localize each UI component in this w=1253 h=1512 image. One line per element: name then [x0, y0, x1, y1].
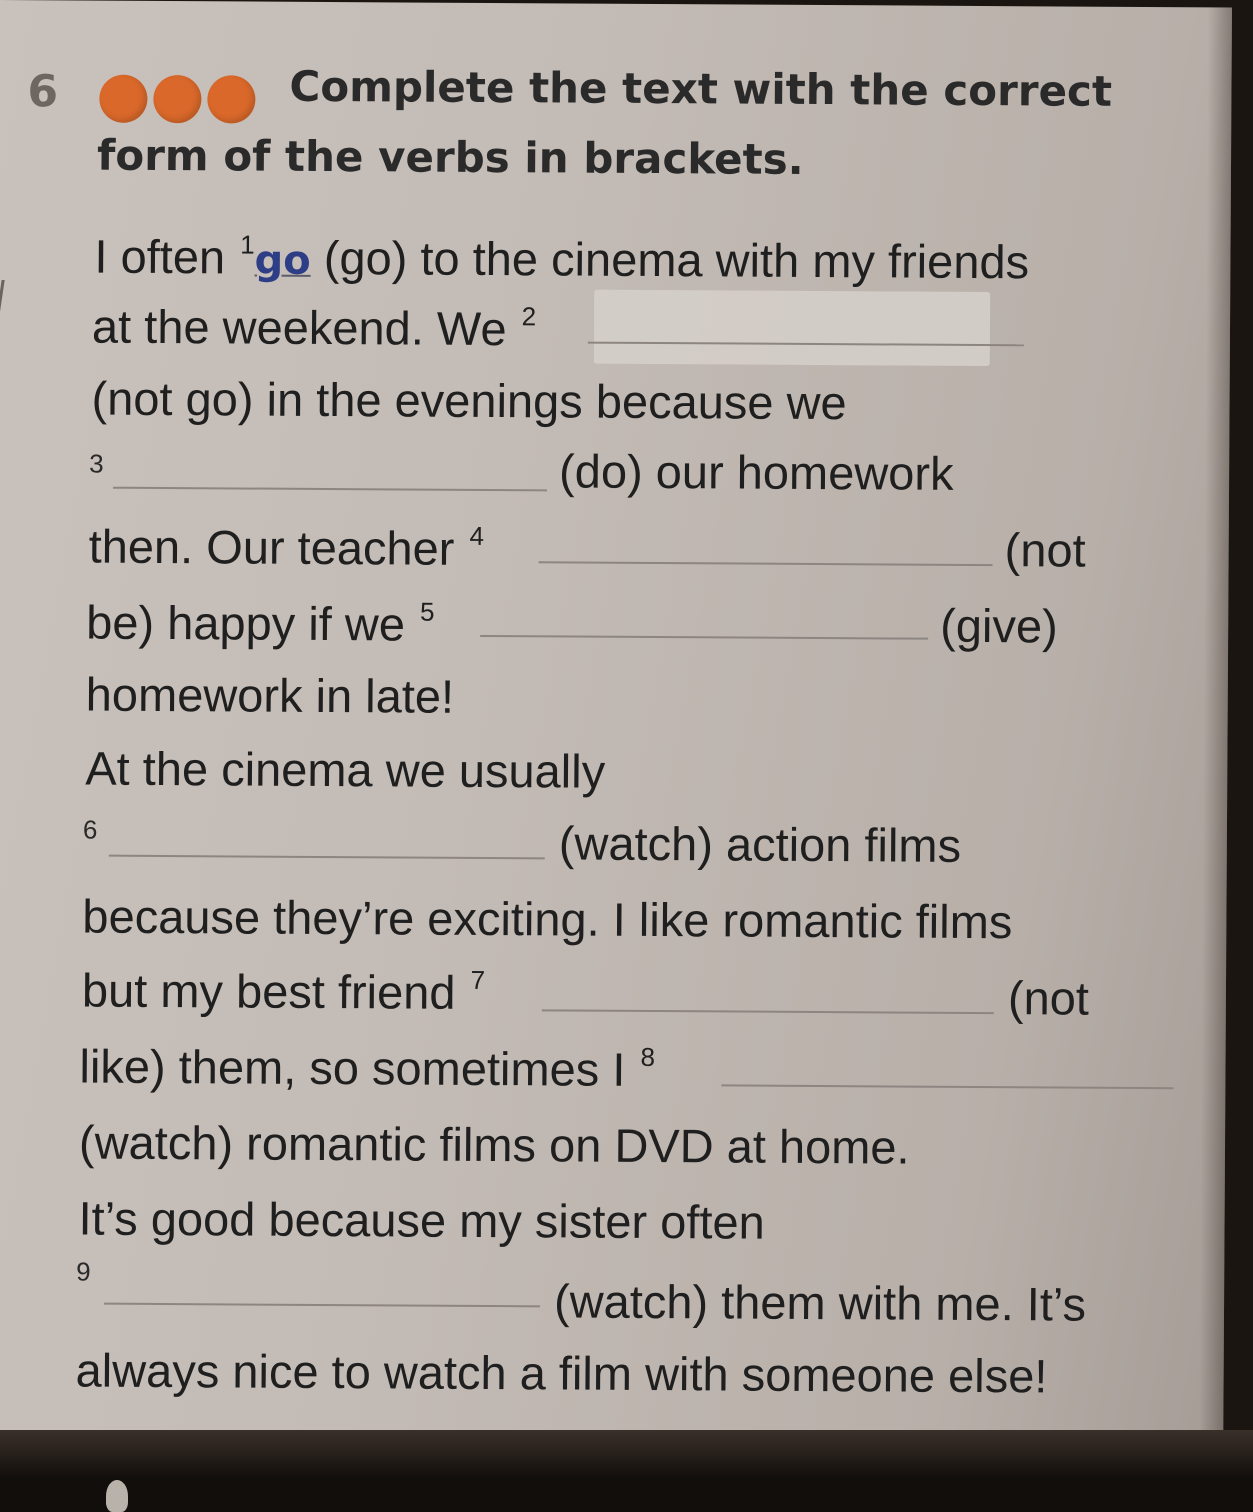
text-line-6 [86, 595, 435, 652]
difficulty-dot [207, 75, 255, 123]
text-fragment: but my best friend [81, 963, 469, 1019]
text-line-13: (watch) romantic films on DVD at home. [78, 1115, 910, 1174]
text-fragment: (not [1004, 523, 1086, 577]
text-line-16: always nice to watch a film with someone else! [75, 1343, 1048, 1403]
gap-number-7: 7 [470, 964, 486, 995]
text-line-9: (watch) action films [558, 816, 962, 872]
text-line-14: It’s good because my sister often [78, 1191, 765, 1249]
page-edge-shadow [1199, 7, 1232, 1462]
gap-number-2: 2 [521, 301, 537, 332]
gap-number-8: 8 [640, 1041, 656, 1073]
text-fragment: I often [94, 229, 239, 284]
instruction-line-1: Complete the text with the correct [289, 61, 1113, 116]
gap-number-5: 5 [419, 596, 435, 627]
text-line-1 [94, 229, 1029, 290]
text-line-12 [79, 1039, 655, 1098]
text-line-11 [82, 963, 485, 1020]
text-fragment: then. Our teacher [88, 519, 468, 575]
answer-blank-9[interactable] [104, 1303, 540, 1308]
text-fragment: (give) [940, 598, 1058, 653]
correction-tape [594, 290, 990, 366]
answer-blank-7[interactable] [542, 1009, 994, 1014]
difficulty-dot [99, 75, 147, 123]
finger-tip [106, 1480, 128, 1512]
answer-blank-8[interactable] [721, 1084, 1173, 1089]
text-line-15: (watch) them with me. It’s [553, 1274, 1087, 1331]
text-fragment: be) happy if we [86, 595, 419, 651]
text-fragment: at the weekend. We [91, 299, 520, 356]
gap-number-3: 3 [89, 448, 104, 479]
exercise-number: 6 [27, 66, 59, 118]
text-fragment: (not [1007, 971, 1090, 1025]
margin-pencil-mark [0, 280, 19, 328]
text-line-10: because they’re exciting. I like romantic films [82, 889, 1013, 949]
desk-shadow [0, 1430, 1253, 1512]
text-line-4: (do) our homework [558, 444, 954, 500]
answer-blank-4[interactable] [539, 561, 993, 566]
text-fragment: like) them, so sometimes I [79, 1039, 639, 1096]
text-line-2 [92, 299, 536, 357]
text-line-7: homework in late! [85, 667, 455, 723]
instruction-line-2: form of the verbs in brackets. [96, 130, 804, 184]
text-fragment: (go) to the cinema with my friends [310, 230, 1030, 289]
answer-blank-3[interactable] [113, 487, 547, 492]
difficulty-dot [153, 75, 201, 123]
difficulty-dots [99, 75, 255, 124]
gap-number-4: 4 [469, 520, 485, 551]
gap-number-6: 6 [82, 814, 98, 845]
gap-number-9: 9 [76, 1256, 91, 1287]
text-line-5 [88, 519, 484, 576]
gap-number-1: 1 [240, 229, 255, 260]
text-line-3: (not go) in the evenings because we [91, 371, 847, 430]
answer-blank-6[interactable] [109, 855, 545, 860]
answer-blank-5[interactable] [480, 635, 928, 640]
text-line-8: At the cinema we usually [85, 741, 606, 798]
answer-1-handwritten: go [254, 237, 311, 284]
